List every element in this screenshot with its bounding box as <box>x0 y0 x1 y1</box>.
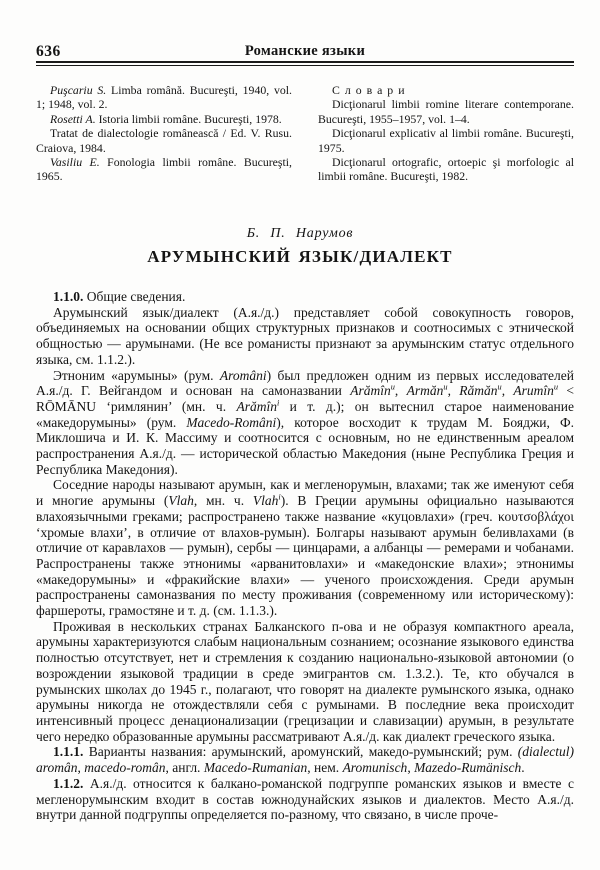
text-segment: Vlah <box>168 493 194 509</box>
article-body <box>36 289 574 823</box>
text-segment: , англ. <box>165 760 204 776</box>
text-segment: Варианты названия: арумынский, аромунский, македо-румынский; рум. <box>83 744 518 760</box>
page-header <box>36 43 574 61</box>
bibliography-section <box>36 83 574 184</box>
bibliography-entry <box>36 112 292 126</box>
text-segment: ). В Греции арумыны официально называются влахоязычными греками; распространено также название «куцовлахи» (греч. κουτσοβλάχοι ‘хромые влахи’, в отличие от влахов-румын). Болгары называют арумын беливлахами (в отличие от каравлахов — румын), сербы — цинцарами, а албанцы — ремерами и чобанами. Распространены также этнонимы «арванитовлахи» и «македонские влахи»; этнонимы «македорумыны» и «фракийские влахи» — ученого происхождения. Среди арумын распространены самоназвания по месту проживания (современному или историческому): фаршероты, грамостяне и т. д. (см. 1.1.3.). <box>36 493 574 619</box>
text-segment: , <box>447 383 460 399</box>
text-segment: u <box>443 382 448 392</box>
text-segment: Macedo-Rumanian <box>203 760 308 776</box>
bibliography-right-column <box>318 83 574 184</box>
text-segment: А.я./д. относится к балкано-романской подгруппе романских языков и вместе с мегленорумынским входит в состав южнодунайских языков и диалектов. Место А.я./д. внутри данной подгруппы определяется по-разному, что связано, в числе проче- <box>36 775 574 823</box>
text-segment: , <box>407 760 415 776</box>
text-segment: Rosetti A. <box>50 111 96 126</box>
text-segment: Mazedo-Rumänisch <box>414 760 522 776</box>
text-segment: Tratat de dialectologie românească / Ed. V. Rusu. Craiova, 1984. <box>36 126 292 155</box>
text-segment: Dicţionarul explicativ al limbii române. Bucureşti, 1975. <box>318 126 574 155</box>
text-segment: Rămăn <box>459 383 498 399</box>
text-segment: Aromâni <box>219 367 267 383</box>
text-segment: Arămîn <box>350 383 391 399</box>
text-segment: ) был предложен одним из первых исследователей А.я./д. Г. Вейгандом и основан на самоназвании <box>36 367 574 399</box>
text-segment: Проживая в нескольких странах Балканского п-ова и не образуя компактного ареала, арумыны характеризуются слабым национальным сознанием; осознание языкового единства полностью отсутствует, нет и стремления к созданию национально-языковой автономии (о возрождении языковой традиции в среде эмигрантов см. 1.3.2.). Те, кто обучался в румынских школах до 1945 г., полагают, что говорят на диалекте румынского языка, однако арумыны никогда не отождествляли себя с румынами. В последние века происходит интенсивный процесс денационализации (грецизации и славизации) арумын, в результате чего нередко образованные арумыны рассматривают А.я./д. как диалект греческого языка. <box>36 618 574 744</box>
text-segment: Vasiliu E. <box>50 155 100 170</box>
running-title: Романские языки <box>244 43 366 59</box>
header-rule <box>36 61 574 66</box>
bibliography-left-column <box>36 83 292 184</box>
bibliography-entry <box>36 126 292 155</box>
text-segment: Fonologia limbii române. Bucureşti, 1965. <box>36 155 292 184</box>
text-segment: Соседние народы называют арумын, как и мегленорумын, влахами; так же именуют себя и многие арумыны ( <box>36 477 574 509</box>
body-paragraph <box>36 305 574 368</box>
text-segment: Dicţionarul ortografic, ortoepic şi morfologic al limbii române. Bucureşti, 1982. <box>318 155 574 184</box>
bibliography-entry <box>36 83 292 112</box>
text-segment: Puşcariu S. <box>50 83 107 97</box>
bibliography-entry <box>36 155 292 184</box>
text-segment: (dialectul) aromân <box>36 744 574 776</box>
text-segment: Arumîn <box>513 383 554 399</box>
text-segment: i <box>276 398 280 408</box>
text-segment: Limba română. Bucureşti, 1940, vol. 1; 1948, vol. 2. <box>36 83 292 112</box>
text-segment: Arămîn <box>236 398 277 414</box>
text-segment: i <box>278 492 281 502</box>
text-segment: 1.1.0. <box>53 289 84 304</box>
bibliography-entry <box>318 155 574 184</box>
dictionaries-list <box>318 97 574 183</box>
body-paragraph <box>36 619 574 745</box>
text-segment: u <box>553 382 559 392</box>
text-segment: , <box>394 383 407 399</box>
text-segment: , <box>77 760 85 776</box>
text-segment: , нем. <box>307 760 343 776</box>
body-paragraph <box>36 776 574 823</box>
text-segment: , мн. ч. <box>193 493 253 509</box>
text-segment: и т. д.); он вытеснил старое наименование «македорумыны» (рум. <box>36 398 575 430</box>
text-segment: macedo-român <box>84 760 166 776</box>
body-paragraph <box>36 289 574 305</box>
dictionaries-heading: Словари <box>332 83 410 97</box>
body-paragraph <box>36 744 574 775</box>
text-segment: , <box>501 383 514 399</box>
article-title: АРУМЫНСКИЙ ЯЗЫК/ДИАЛЕКТ <box>147 247 453 266</box>
article-author: Б. П. Нарумов <box>246 226 354 241</box>
text-segment: 1.1.1. <box>53 744 84 760</box>
text-segment: Istoria limbii române. Bucureşti, 1978. <box>95 111 282 126</box>
text-segment: Dicţionarul limbii romine literare contemporane. Bucureşti, 1955–1957, vol. 1–4. <box>318 97 574 126</box>
text-segment: ), которое восходит к трудам М. Бояджи, Ф. Миклошича и И. К. Массиму и соотносится с основным, но не единственным ареалом распространения А.я./д. — исторической областью Македония (ныне Республика Греция и Республика Македония). <box>36 414 574 477</box>
text-segment: Vlah <box>252 493 279 509</box>
text-segment: Macedo-Români <box>186 414 277 430</box>
page-number: 636 <box>36 43 61 60</box>
text-segment: Общие сведения. <box>83 289 186 304</box>
text-segment: u <box>497 382 502 392</box>
text-segment: Aromunisch <box>342 760 408 776</box>
text-segment: < RŌMĀNU ‘римлянин’ (мн. ч. <box>36 383 575 414</box>
bibliography-entry <box>318 126 574 155</box>
body-paragraph <box>36 368 574 478</box>
body-paragraph <box>36 477 574 618</box>
text-segment: 1.1.2. <box>53 775 84 791</box>
text-segment: Этноним «арумыны» (рум. <box>53 367 220 383</box>
bibliography-entry <box>318 97 574 126</box>
text-segment: u <box>390 382 395 392</box>
text-segment: . <box>521 760 525 776</box>
text-segment: Armăn <box>406 383 444 399</box>
text-segment: Арумынский язык/диалект (А.я./д.) представляет собой совокупность говоров, объединяемых на основании общих структурных признаков и соотносимых с этнической общностью — арумынами. (Не все романисты признают за арумынским статус отдельного языка, см. 1.1.2.). <box>36 304 574 367</box>
